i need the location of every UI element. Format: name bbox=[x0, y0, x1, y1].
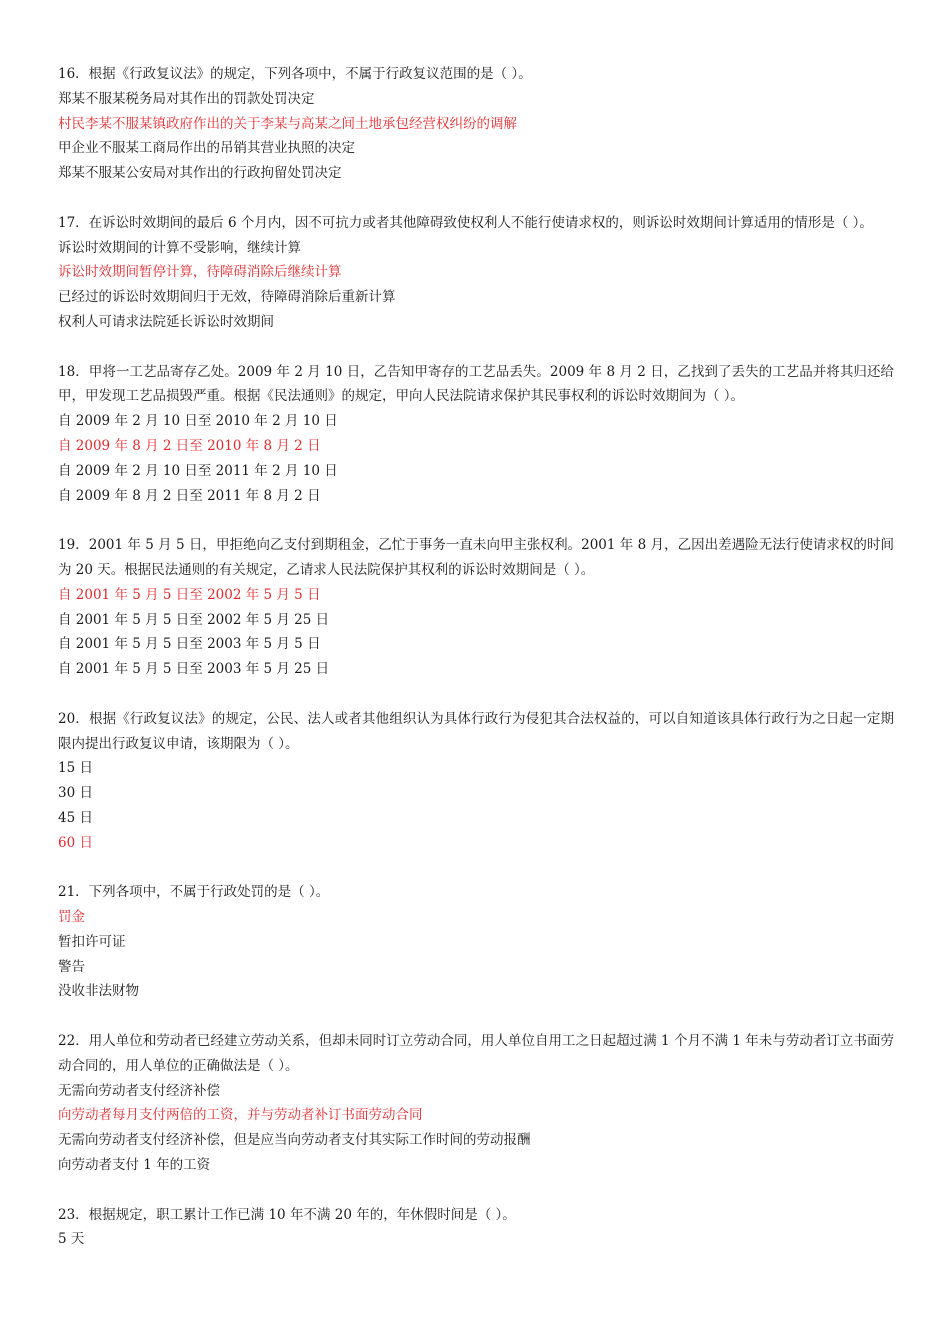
question-block bbox=[58, 1203, 894, 1253]
answer-option: 自 2001 年 5 月 5 日至 2002 年 5 月 25 日 bbox=[58, 611, 330, 628]
question-block bbox=[58, 533, 894, 682]
answer-option: 自 2001 年 5 月 5 日至 2003 年 5 月 25 日 bbox=[58, 661, 330, 678]
question-text: 19．2001 年 5 月 5 日，甲拒绝向乙支付到期租金，乙忙于事务一直未向甲主张权利。2001 年 8 月，乙因出差遇险无法行使请求权的时间为 20 天。根据民法通则的有关规定，乙请求人民法院保护其权利的诉讼时效期间是（ ）。 bbox=[58, 537, 894, 578]
question-block bbox=[58, 1029, 894, 1178]
answer-option-correct: 60 日 bbox=[58, 834, 93, 851]
document-page bbox=[58, 62, 894, 1277]
answer-option-correct: 自 2001 年 5 月 5 日至 2002 年 5 月 5 日 bbox=[58, 586, 321, 603]
question-block bbox=[58, 880, 894, 1004]
answer-option: 自 2009 年 2 月 10 日至 2011 年 2 月 10 日 bbox=[58, 462, 338, 479]
answer-option-correct: 自 2009 年 8 月 2 日至 2010 年 8 月 2 日 bbox=[58, 437, 321, 454]
question-text: 21．下列各项中，不属于行政处罚的是（ ）。 bbox=[58, 884, 330, 901]
answer-option: 30 日 bbox=[58, 785, 93, 802]
question-text: 16．根据《行政复议法》的规定，下列各项中，不属于行政复议范围的是（ ）。 bbox=[58, 66, 532, 82]
question-text: 17．在诉讼时效期间的最后 6 个月内，因不可抗力或者其他障碍致使权利人不能行使请求权的，则诉讼时效期间计算适用的情形是（ ）。 bbox=[58, 214, 873, 231]
answer-option: 无需向劳动者支付经济补偿，但是应当向劳动者支付其实际工作时间的劳动报酬 bbox=[58, 1132, 531, 1149]
question-text: 23．根据规定，职工累计工作已满 10 年不满 20 年的，年休假时间是（ ）。 bbox=[58, 1206, 516, 1223]
answer-option: 自 2001 年 5 月 5 日至 2003 年 5 月 5 日 bbox=[58, 636, 321, 653]
answer-option: 向劳动者支付 1 年的工资 bbox=[58, 1157, 211, 1174]
answer-option-correct: 诉讼时效期间暂停计算，待障碍消除后继续计算 bbox=[58, 264, 342, 281]
answer-option: 自 2009 年 8 月 2 日至 2011 年 8 月 2 日 bbox=[58, 487, 321, 504]
question-block bbox=[58, 62, 894, 186]
question-text: 18．甲将一工艺品寄存乙处。2009 年 2 月 10 日，乙告知甲寄存的工艺品丢失。2009 年 8 月 2 日，乙找到了丢失的工艺品并将其归还给甲，甲发现工艺品损毁严重。根据《民法通则》的规定，甲向人民法院请求保护其民事权利的诉讼时效期间为（ ）。 bbox=[58, 363, 894, 405]
answer-option: 15 日 bbox=[58, 760, 93, 777]
answer-option: 甲企业不服某工商局作出的吊销其营业执照的决定 bbox=[58, 140, 355, 157]
answer-option: 无需向劳动者支付经济补偿 bbox=[58, 1082, 220, 1099]
answer-option-correct: 罚金 bbox=[58, 909, 85, 926]
answer-option: 权利人可请求法院延长诉讼时效期间 bbox=[58, 313, 274, 330]
question-block bbox=[58, 707, 894, 856]
question-text: 20．根据《行政复议法》的规定，公民、法人或者其他组织认为具体行政行为侵犯其合法权益的，可以自知道该具体行政行为之日起一定期限内提出行政复议申请，该期限为（ ）。 bbox=[58, 710, 894, 752]
answer-option: 自 2009 年 2 月 10 日至 2010 年 2 月 10 日 bbox=[58, 413, 338, 430]
answer-option-correct: 向劳动者每月支付两倍的工资，并与劳动者补订书面劳动合同 bbox=[58, 1107, 423, 1124]
answer-option: 诉讼时效期间的计算不受影响，继续计算 bbox=[58, 239, 301, 256]
question-text: 22．用人单位和劳动者已经建立劳动关系，但却未同时订立劳动合同，用人单位自用工之日起超过满 1 个月不满 1 年未与劳动者订立书面劳动合同的，用人单位的正确做法是（ ）。 bbox=[58, 1033, 894, 1074]
answer-option: 已经过的诉讼时效期间归于无效，待障碍消除后重新计算 bbox=[58, 289, 396, 306]
answer-option: 郑某不服某公安局对其作出的行政拘留处罚决定 bbox=[58, 165, 342, 182]
answer-option: 5 天 bbox=[58, 1231, 85, 1248]
answer-option: 45 日 bbox=[58, 809, 93, 826]
answer-option: 郑某不服某税务局对其作出的罚款处罚决定 bbox=[58, 90, 315, 107]
answer-option: 暂扣许可证 bbox=[58, 933, 126, 950]
answer-option-correct: 村民李某不服某镇政府作出的关于李某与高某之间土地承包经营权纠纷的调解 bbox=[58, 115, 517, 132]
question-block bbox=[58, 360, 894, 509]
answer-option: 没收非法财物 bbox=[58, 983, 139, 1000]
question-block bbox=[58, 211, 894, 335]
answer-option: 警告 bbox=[58, 958, 85, 975]
